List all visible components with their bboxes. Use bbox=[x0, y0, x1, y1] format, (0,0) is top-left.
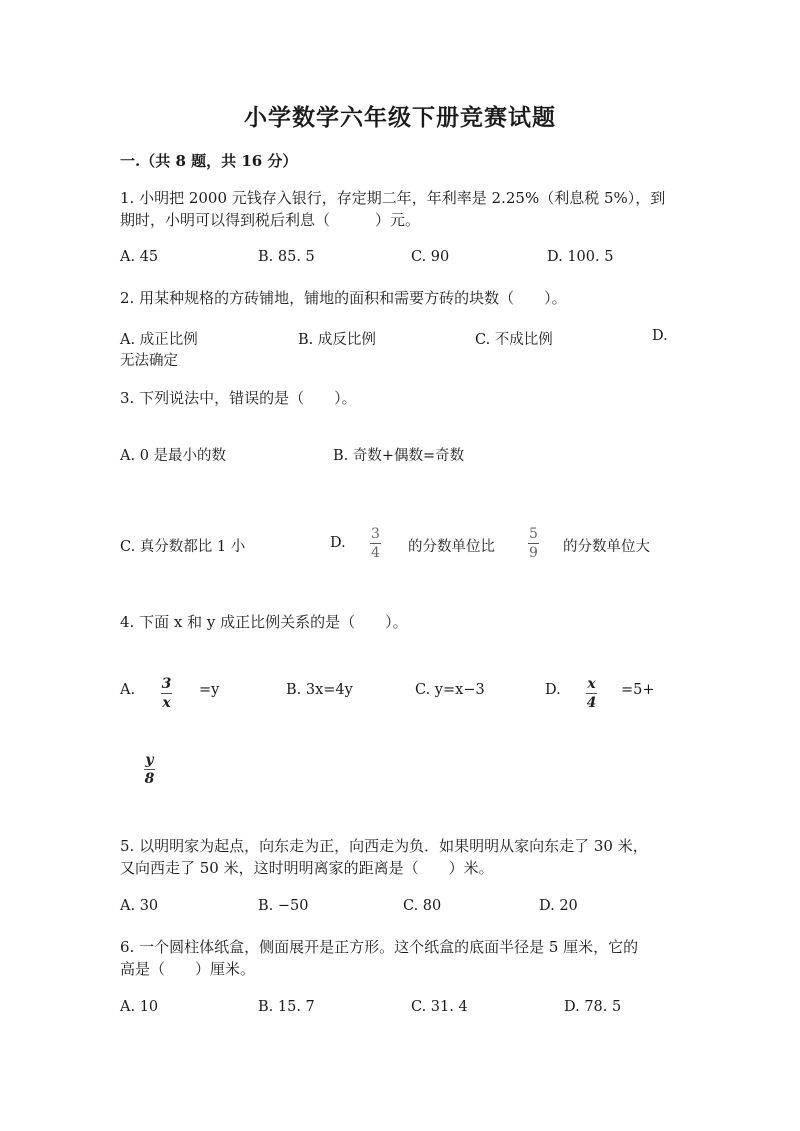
question-5-line-2: 又向西走了 50 米，这时明明离家的距离是（ ）米。 bbox=[120, 859, 494, 877]
question-6-line-2: 高是（ ）厘米。 bbox=[120, 960, 256, 978]
question-2-option-b: B. 成反比例 bbox=[298, 332, 376, 348]
question-3-option-c: C. 真分数都比 1 小 bbox=[120, 539, 246, 555]
fraction-denominator: 8 bbox=[144, 771, 155, 787]
question-6-option-a: A. 10 bbox=[120, 999, 159, 1015]
question-3-option-d-label: D. bbox=[330, 535, 346, 551]
question-3-option-a: A. 0 是最小的数 bbox=[120, 448, 227, 464]
question-1-option-d: D. 100. 5 bbox=[547, 249, 614, 265]
question-5-option-c: C. 80 bbox=[403, 898, 442, 914]
question-4-fraction-a bbox=[161, 676, 172, 711]
question-5-option-d: D. 20 bbox=[539, 898, 578, 914]
question-2-option-d: D. bbox=[652, 328, 668, 344]
fraction-bar bbox=[528, 543, 539, 544]
question-2-line-1: 2. 用某种规格的方砖铺地，铺地的面积和需要方砖的块数（ ）。 bbox=[120, 289, 567, 307]
question-1-option-b: B. 85. 5 bbox=[258, 249, 315, 265]
question-1-option-a: A. 45 bbox=[120, 249, 159, 265]
question-3-line-1: 3. 下列说法中，错误的是（ ）。 bbox=[120, 389, 357, 407]
fraction-denominator: 4 bbox=[371, 545, 380, 561]
question-4-option-b: B. 3x=4y bbox=[286, 682, 353, 698]
question-4-fraction-d-2 bbox=[144, 752, 155, 787]
fraction-numerator: y bbox=[145, 752, 154, 768]
question-2-option-d-text: 无法确定 bbox=[120, 353, 178, 369]
page-title: 小学数学六年级下册竞赛试题 bbox=[244, 104, 556, 131]
question-3-fraction-1 bbox=[370, 526, 381, 561]
question-3-fraction-2 bbox=[528, 526, 539, 561]
fraction-bar bbox=[161, 693, 172, 694]
question-4-fraction-d bbox=[586, 676, 597, 711]
question-5-line-1: 5. 以明明家为起点，向东走为正，向西走为负．如果明明从家向东走了 30 米， bbox=[120, 837, 648, 855]
question-6-option-c: C. 31. 4 bbox=[411, 999, 468, 1015]
fraction-denominator: x bbox=[162, 695, 171, 711]
fraction-bar bbox=[370, 543, 381, 544]
question-4-line-1: 4. 下面 x 和 y 成正比例关系的是（ ）。 bbox=[120, 613, 408, 631]
question-4-option-a-label: A. bbox=[120, 682, 136, 698]
question-5-option-a: A. 30 bbox=[120, 898, 159, 914]
question-4-option-d-label: D. bbox=[545, 682, 561, 698]
fraction-bar bbox=[586, 693, 597, 694]
fraction-numerator: 5 bbox=[529, 526, 538, 542]
question-1-line-1: 1. 小明把 2000 元钱存入银行，存定期二年，年利率是 2.25%（利息税 5%），到 bbox=[120, 189, 666, 207]
question-1-line-2: 期时，小明可以得到税后利息（ ）元。 bbox=[120, 211, 421, 229]
question-4-option-a-end: =y bbox=[199, 682, 220, 698]
fraction-numerator: 3 bbox=[371, 526, 380, 542]
question-6-option-d: D. 78. 5 bbox=[564, 999, 622, 1015]
fraction-denominator: 4 bbox=[586, 695, 597, 711]
section-heading: 一.（共 8 题，共 16 分） bbox=[120, 152, 298, 170]
fraction-denominator: 9 bbox=[529, 545, 538, 561]
question-2-option-c: C. 不成比例 bbox=[475, 332, 553, 348]
question-3-option-b: B. 奇数+偶数=奇数 bbox=[333, 448, 465, 464]
question-2-option-a: A. 成正比例 bbox=[120, 332, 198, 348]
question-4-option-c: C. y=x−3 bbox=[415, 682, 485, 698]
question-1-option-c: C. 90 bbox=[411, 249, 450, 265]
question-6-option-b: B. 15. 7 bbox=[258, 999, 315, 1015]
question-6-line-1: 6. 一个圆柱体纸盒，侧面展开是正方形。这个纸盒的底面半径是 5 厘米，它的 bbox=[120, 938, 639, 956]
fraction-numerator: x bbox=[587, 676, 596, 692]
fraction-bar bbox=[144, 769, 155, 770]
question-4-option-d-end: =5+ bbox=[621, 682, 655, 698]
question-3-option-d-middle: 的分数单位比 bbox=[408, 539, 495, 555]
question-3-option-d-end: 的分数单位大 bbox=[563, 539, 650, 555]
fraction-numerator: 3 bbox=[161, 676, 172, 692]
question-5-option-b: B. −50 bbox=[258, 898, 309, 914]
